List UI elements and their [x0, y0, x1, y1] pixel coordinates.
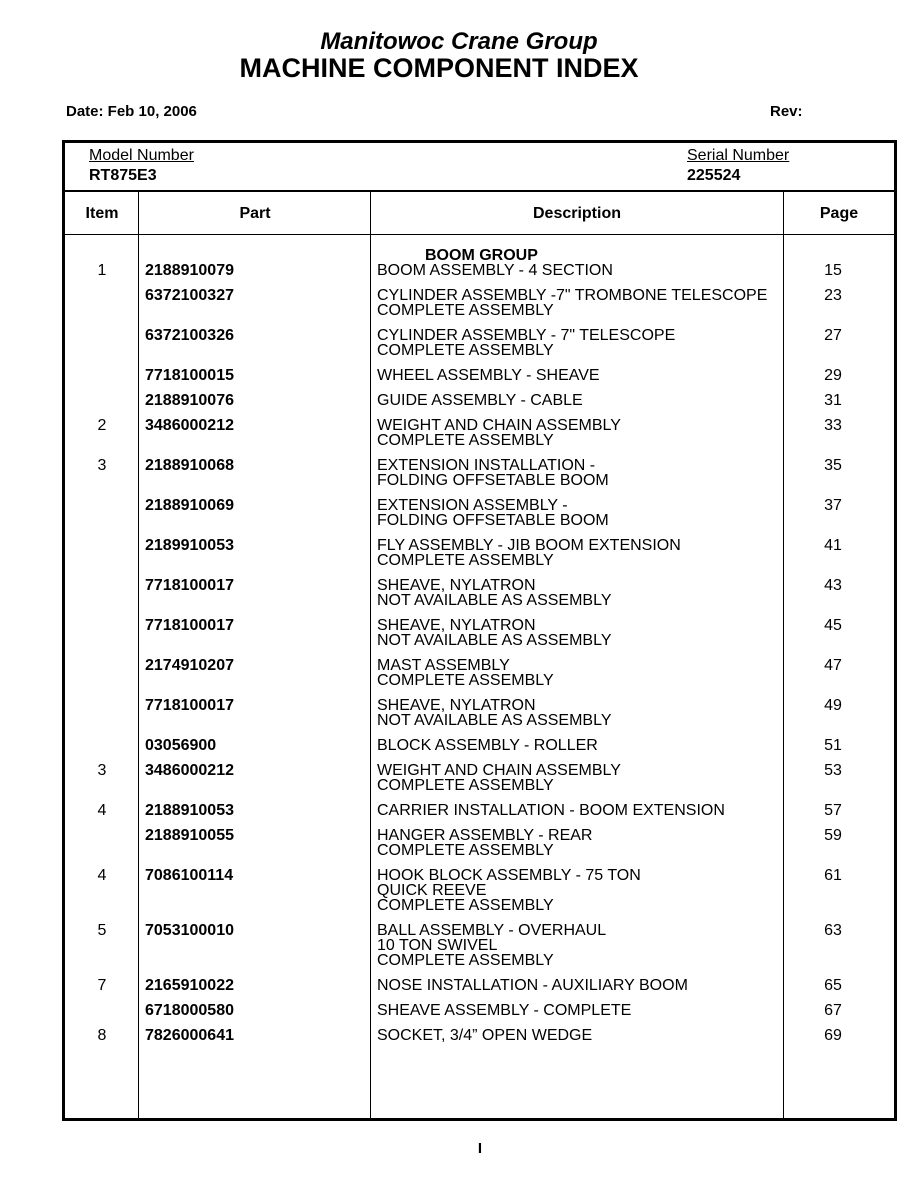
table-row	[65, 828, 894, 868]
table-row	[65, 498, 894, 538]
table-row	[65, 923, 894, 978]
row-description	[377, 498, 609, 528]
row-part-number: 7718100017	[145, 697, 234, 714]
table-row	[65, 978, 894, 1003]
row-part-number: 7053100010	[145, 922, 234, 939]
page-number: I	[477, 1140, 483, 1157]
row-part-number: 7086100114	[145, 867, 234, 884]
row-page-number: 49	[824, 697, 842, 714]
row-part-number: 3486000212	[145, 762, 234, 779]
row-part-number: 2188910055	[145, 827, 234, 844]
description-line: COMPLETE ASSEMBLY	[377, 342, 554, 359]
row-item-number: 2	[97, 417, 107, 434]
document-date: Date: Feb 10, 2006	[66, 103, 197, 120]
row-part-number: 6718000580	[145, 1002, 234, 1019]
row-item-number: 3	[97, 762, 107, 779]
row-page-number: 45	[824, 617, 842, 634]
table-row	[65, 263, 894, 288]
row-part-number: 03056900	[145, 737, 217, 754]
description-line: WHEEL ASSEMBLY - SHEAVE	[377, 367, 600, 384]
column-header-page: Page	[819, 205, 859, 222]
row-item-number: 4	[97, 867, 107, 884]
row-description	[377, 803, 725, 818]
row-part-number: 7826000641	[145, 1027, 234, 1044]
row-item-number: 4	[97, 802, 107, 819]
description-line: CYLINDER ASSEMBLY - 7" TELESCOPE	[377, 327, 676, 344]
description-line: GUIDE ASSEMBLY - CABLE	[377, 392, 583, 409]
divider	[65, 234, 894, 235]
revision-label: Rev:	[770, 103, 803, 120]
row-part-number: 2188910069	[145, 497, 234, 514]
table-row	[65, 458, 894, 498]
row-description	[377, 288, 767, 318]
row-description	[377, 978, 688, 993]
row-description	[377, 393, 583, 408]
table-row	[65, 368, 894, 393]
row-description	[377, 578, 611, 608]
row-page-number: 41	[824, 537, 842, 554]
description-line: WEIGHT AND CHAIN ASSEMBLY	[377, 417, 621, 434]
description-line: 10 TON SWIVEL	[377, 937, 498, 954]
table-row	[65, 763, 894, 803]
row-description	[377, 698, 611, 728]
description-line: HANGER ASSEMBLY - REAR	[377, 827, 593, 844]
row-page-number: 23	[824, 287, 842, 304]
row-item-number: 8	[97, 1027, 107, 1044]
description-line: WEIGHT AND CHAIN ASSEMBLY	[377, 762, 621, 779]
row-item-number: 7	[97, 977, 107, 994]
description-line: COMPLETE ASSEMBLY	[377, 672, 554, 689]
row-page-number: 69	[824, 1027, 842, 1044]
table-row	[65, 618, 894, 658]
description-line: EXTENSION INSTALLATION -	[377, 457, 596, 474]
row-description	[377, 368, 600, 383]
row-page-number: 31	[824, 392, 842, 409]
row-page-number: 53	[824, 762, 842, 779]
description-line: COMPLETE ASSEMBLY	[377, 952, 554, 969]
row-description	[377, 618, 611, 648]
row-part-number: 7718100015	[145, 367, 234, 384]
divider	[65, 190, 894, 192]
row-item-number: 3	[97, 457, 107, 474]
description-line: HOOK BLOCK ASSEMBLY - 75 TON	[377, 867, 641, 884]
description-line: NOT AVAILABLE AS ASSEMBLY	[377, 592, 612, 609]
description-line: COMPLETE ASSEMBLY	[377, 432, 554, 449]
row-page-number: 61	[824, 867, 842, 884]
description-line: SOCKET, 3/4” OPEN WEDGE	[377, 1027, 593, 1044]
row-description	[377, 1003, 631, 1018]
company-name: Manitowoc Crane Group	[320, 28, 598, 55]
row-page-number: 35	[824, 457, 842, 474]
row-page-number: 57	[824, 802, 842, 819]
table-row	[65, 578, 894, 618]
table-row	[65, 1003, 894, 1028]
table-row	[65, 328, 894, 368]
description-line: SHEAVE ASSEMBLY - COMPLETE	[377, 1002, 632, 1019]
row-part-number: 7718100017	[145, 617, 234, 634]
row-page-number: 37	[824, 497, 842, 514]
description-line: NOSE INSTALLATION - AUXILIARY BOOM	[377, 977, 688, 994]
row-part-number: 6372100326	[145, 327, 234, 344]
serial-number-label: Serial Number	[687, 147, 790, 164]
description-line: COMPLETE ASSEMBLY	[377, 552, 554, 569]
row-part-number: 6372100327	[145, 287, 234, 304]
description-line: QUICK REEVE	[377, 882, 487, 899]
row-page-number: 51	[824, 737, 842, 754]
table-body	[65, 248, 894, 1053]
row-description	[377, 738, 598, 753]
row-part-number: 2174910207	[145, 657, 234, 674]
description-line: FOLDING OFFSETABLE BOOM	[377, 472, 609, 489]
table-row	[65, 418, 894, 458]
row-description	[377, 828, 592, 858]
row-description	[377, 328, 675, 358]
row-description	[377, 263, 613, 278]
table-row	[65, 803, 894, 828]
row-part-number: 2188910079	[145, 262, 234, 279]
row-page-number: 67	[824, 1002, 842, 1019]
description-line: NOT AVAILABLE AS ASSEMBLY	[377, 632, 612, 649]
row-page-number: 29	[824, 367, 842, 384]
description-line: MAST ASSEMBLY	[377, 657, 510, 674]
row-page-number: 27	[824, 327, 842, 344]
serial-number-value: 225524	[687, 167, 741, 184]
column-header-item: Item	[85, 205, 119, 222]
description-line: BLOCK ASSEMBLY - ROLLER	[377, 737, 598, 754]
row-page-number: 65	[824, 977, 842, 994]
column-header-part: Part	[239, 205, 271, 222]
row-page-number: 63	[824, 922, 842, 939]
description-line: BALL ASSEMBLY - OVERHAUL	[377, 922, 607, 939]
column-header-description: Description	[532, 205, 621, 222]
row-item-number: 1	[97, 262, 107, 279]
description-line: CARRIER INSTALLATION - BOOM EXTENSION	[377, 802, 725, 819]
row-part-number: 2165910022	[145, 977, 234, 994]
description-line: SHEAVE, NYLATRON	[377, 577, 536, 594]
table-row	[65, 658, 894, 698]
model-number-value: RT875E3	[89, 167, 157, 184]
table-row	[65, 288, 894, 328]
description-line: FOLDING OFFSETABLE BOOM	[377, 512, 609, 529]
description-line: COMPLETE ASSEMBLY	[377, 302, 554, 319]
description-line: NOT AVAILABLE AS ASSEMBLY	[377, 712, 612, 729]
row-description	[377, 658, 554, 688]
group-heading: BOOM GROUP	[425, 247, 538, 264]
description-line: SHEAVE, NYLATRON	[377, 617, 536, 634]
description-line: COMPLETE ASSEMBLY	[377, 897, 554, 914]
row-description	[377, 923, 606, 968]
table-row	[65, 698, 894, 738]
description-line: COMPLETE ASSEMBLY	[377, 842, 554, 859]
row-description	[377, 763, 621, 793]
row-page-number: 15	[824, 262, 842, 279]
row-description	[377, 868, 641, 913]
description-line: COMPLETE ASSEMBLY	[377, 777, 554, 794]
row-description	[377, 418, 621, 448]
row-part-number: 2188910068	[145, 457, 234, 474]
row-part-number: 2188910076	[145, 392, 234, 409]
row-page-number: 43	[824, 577, 842, 594]
row-part-number: 7718100017	[145, 577, 234, 594]
description-line: CYLINDER ASSEMBLY -7" TROMBONE TELESCOPE	[377, 287, 768, 304]
row-page-number: 33	[824, 417, 842, 434]
table-row	[65, 738, 894, 763]
row-part-number: 2189910053	[145, 537, 234, 554]
description-line: EXTENSION ASSEMBLY -	[377, 497, 568, 514]
row-page-number: 59	[824, 827, 842, 844]
table-row	[65, 393, 894, 418]
row-part-number: 3486000212	[145, 417, 234, 434]
table-row	[65, 538, 894, 578]
description-line: BOOM ASSEMBLY - 4 SECTION	[377, 262, 613, 279]
component-index-table	[62, 140, 897, 1121]
table-row	[65, 868, 894, 923]
document-title: MACHINE COMPONENT INDEX	[239, 53, 639, 83]
description-line: FLY ASSEMBLY - JIB BOOM EXTENSION	[377, 537, 681, 554]
row-description	[377, 538, 681, 568]
row-item-number: 5	[97, 922, 107, 939]
row-part-number: 2188910053	[145, 802, 234, 819]
table-row	[65, 1028, 894, 1053]
description-line: SHEAVE, NYLATRON	[377, 697, 536, 714]
row-description	[377, 1028, 592, 1043]
row-description	[377, 458, 609, 488]
row-page-number: 47	[824, 657, 842, 674]
model-number-label: Model Number	[89, 147, 194, 164]
